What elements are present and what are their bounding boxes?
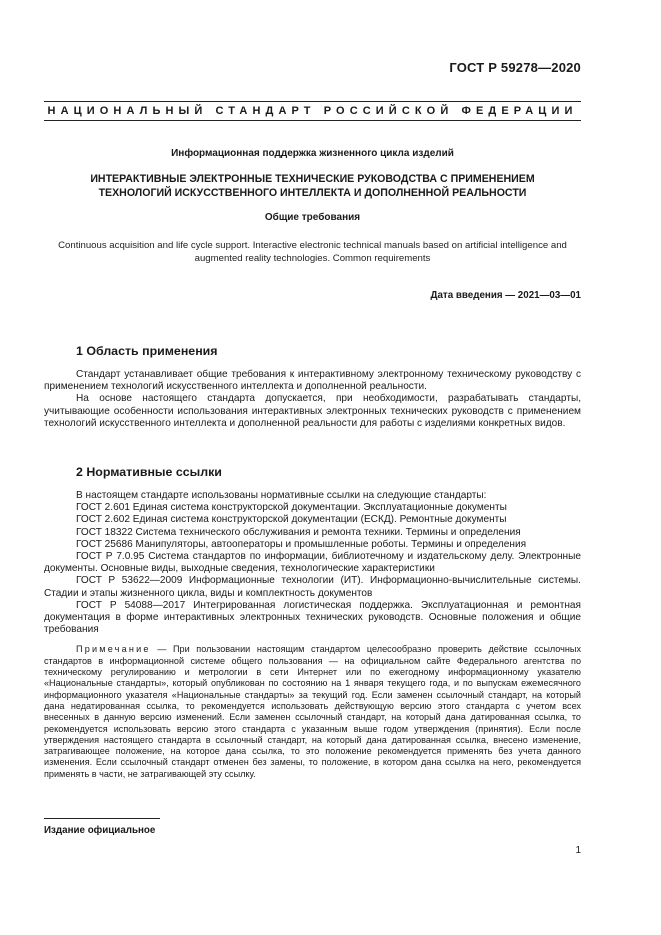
reference-item: ГОСТ Р 53622—2009 Информационные технологии (ИТ). Информационно-вычислительные системы. Стадии и этапы жизненного цикла, виды и комплектность документов xyxy=(44,575,581,599)
section-heading: 1 Область применения xyxy=(76,344,218,358)
section-scope xyxy=(44,344,581,430)
references-intro: В настоящем стандарте использованы нормативные ссылки на следующие стандарты: xyxy=(76,490,487,501)
edition-label: Издание официальное xyxy=(44,825,156,836)
document-subtitle: Общие требования xyxy=(264,212,361,223)
page-number: 1 xyxy=(575,845,581,856)
section-heading: 2 Нормативные ссылки xyxy=(76,465,222,479)
introduction-date: Дата введения — 2021—03—01 xyxy=(430,290,581,301)
english-title xyxy=(44,239,581,265)
note-text: — При пользовании настоящим стандартом целесообразно проверить действие ссылочных стандартов в информационной системе общего пользования — на официальном сайте Федерального агентства по техническому регулированию и метрологии в сети Интернет или по ежегодному информационному указателю «Национальные стандарты», который опубликован по состоянию на 1 января текущего года, и по выпускам ежемесячного информационного указателя «Национальные стандарты» за текущий год. Если заменен ссылочный стандарт, на который дана недатированная ссылка, то рекомендуется использовать действующую версию этого стандарта с учетом всех внесенных в данную версию изменений. Если заменен ссылочный стандарт, на который дана датированная ссылка, то рекомендуется использовать версию этого стандарта с указанным выше годом утверждения (принятия). Если после утверждения настоящего стандарта в ссылочный стандарт, на который дана датированная ссылка, внесено изменение, затрагивающее положение, на которое дана ссылка, то это положение рекомендуется применять без учета данного изменения. Если ссылочный стандарт отменен без замены, то положение, в котором дана ссылка на него, рекомендуется применять в части, не затрагивающей эту ссылку. xyxy=(44,644,581,779)
reference-item: ГОСТ 18322 Система технического обслуживания и ремонта техники. Термины и определения xyxy=(76,526,521,538)
document-title xyxy=(44,172,581,200)
note-label: Примечание xyxy=(76,644,151,655)
document-code: ГОСТ Р 59278—2020 xyxy=(449,60,581,75)
series-title: Информационная поддержка жизненного цикла изделий xyxy=(171,148,454,159)
title-line-2: ТЕХНОЛОГИЙ ИСКУССТВЕННОГО ИНТЕЛЛЕКТА И ДОПОЛНЕННОЙ РЕАЛЬНОСТИ xyxy=(98,187,527,199)
english-title-line-1: Continuous acquisition and life cycle support. Interactive electronic technical manuals based on artificial intelligence and xyxy=(58,240,567,251)
national-standard-banner: НАЦИОНАЛЬНЫЙ СТАНДАРТ РОССИЙСКОЙ ФЕДЕРАЦИИ xyxy=(44,101,581,121)
paragraph: На основе настоящего стандарта допускается, при необходимости, разрабатывать стандарты, учитывающие особенности использования интерактивных электронных технических руководств с применением технологий искусственного интеллекта и дополненной реальности для работы с изделиями конкретных видов. xyxy=(44,393,581,429)
english-title-line-2: augmented reality technologies. Common requirements xyxy=(194,253,431,264)
paragraph: Стандарт устанавливает общие требования к интерактивному электронному техническому руководству с применением технологий искусственного интеллекта и дополненной реальности. xyxy=(44,369,581,393)
footer-divider xyxy=(44,818,160,819)
reference-item: ГОСТ Р 54088—2017 Интегрированная логистическая поддержка. Эксплуатационная и ремонтная документация в форме интерактивных электронных технических руководств. Основные положения и общие требования xyxy=(44,599,581,636)
title-line-1: ИНТЕРАКТИВНЫЕ ЭЛЕКТРОННЫЕ ТЕХНИЧЕСКИЕ РУКОВОДСТВА С ПРИМЕНЕНИЕМ xyxy=(90,173,535,185)
reference-item: ГОСТ 2.601 Единая система конструкторской документации. Эксплуатационные документы xyxy=(76,502,507,514)
reference-item: ГОСТ 25686 Манипуляторы, автооператоры и промышленные роботы. Термины и определения xyxy=(76,538,527,550)
section-normative-references xyxy=(44,465,581,780)
reference-item: ГОСТ Р 7.0.95 Система стандартов по информации, библиотечному и издательскому делу. Электронные документы. Основные виды, выходные сведения, технологические характеристики xyxy=(44,551,581,575)
reference-item: ГОСТ 2.602 Единая система конструкторской документации (ЕСКД). Ремонтные документы xyxy=(76,514,507,526)
note-paragraph xyxy=(44,644,581,780)
